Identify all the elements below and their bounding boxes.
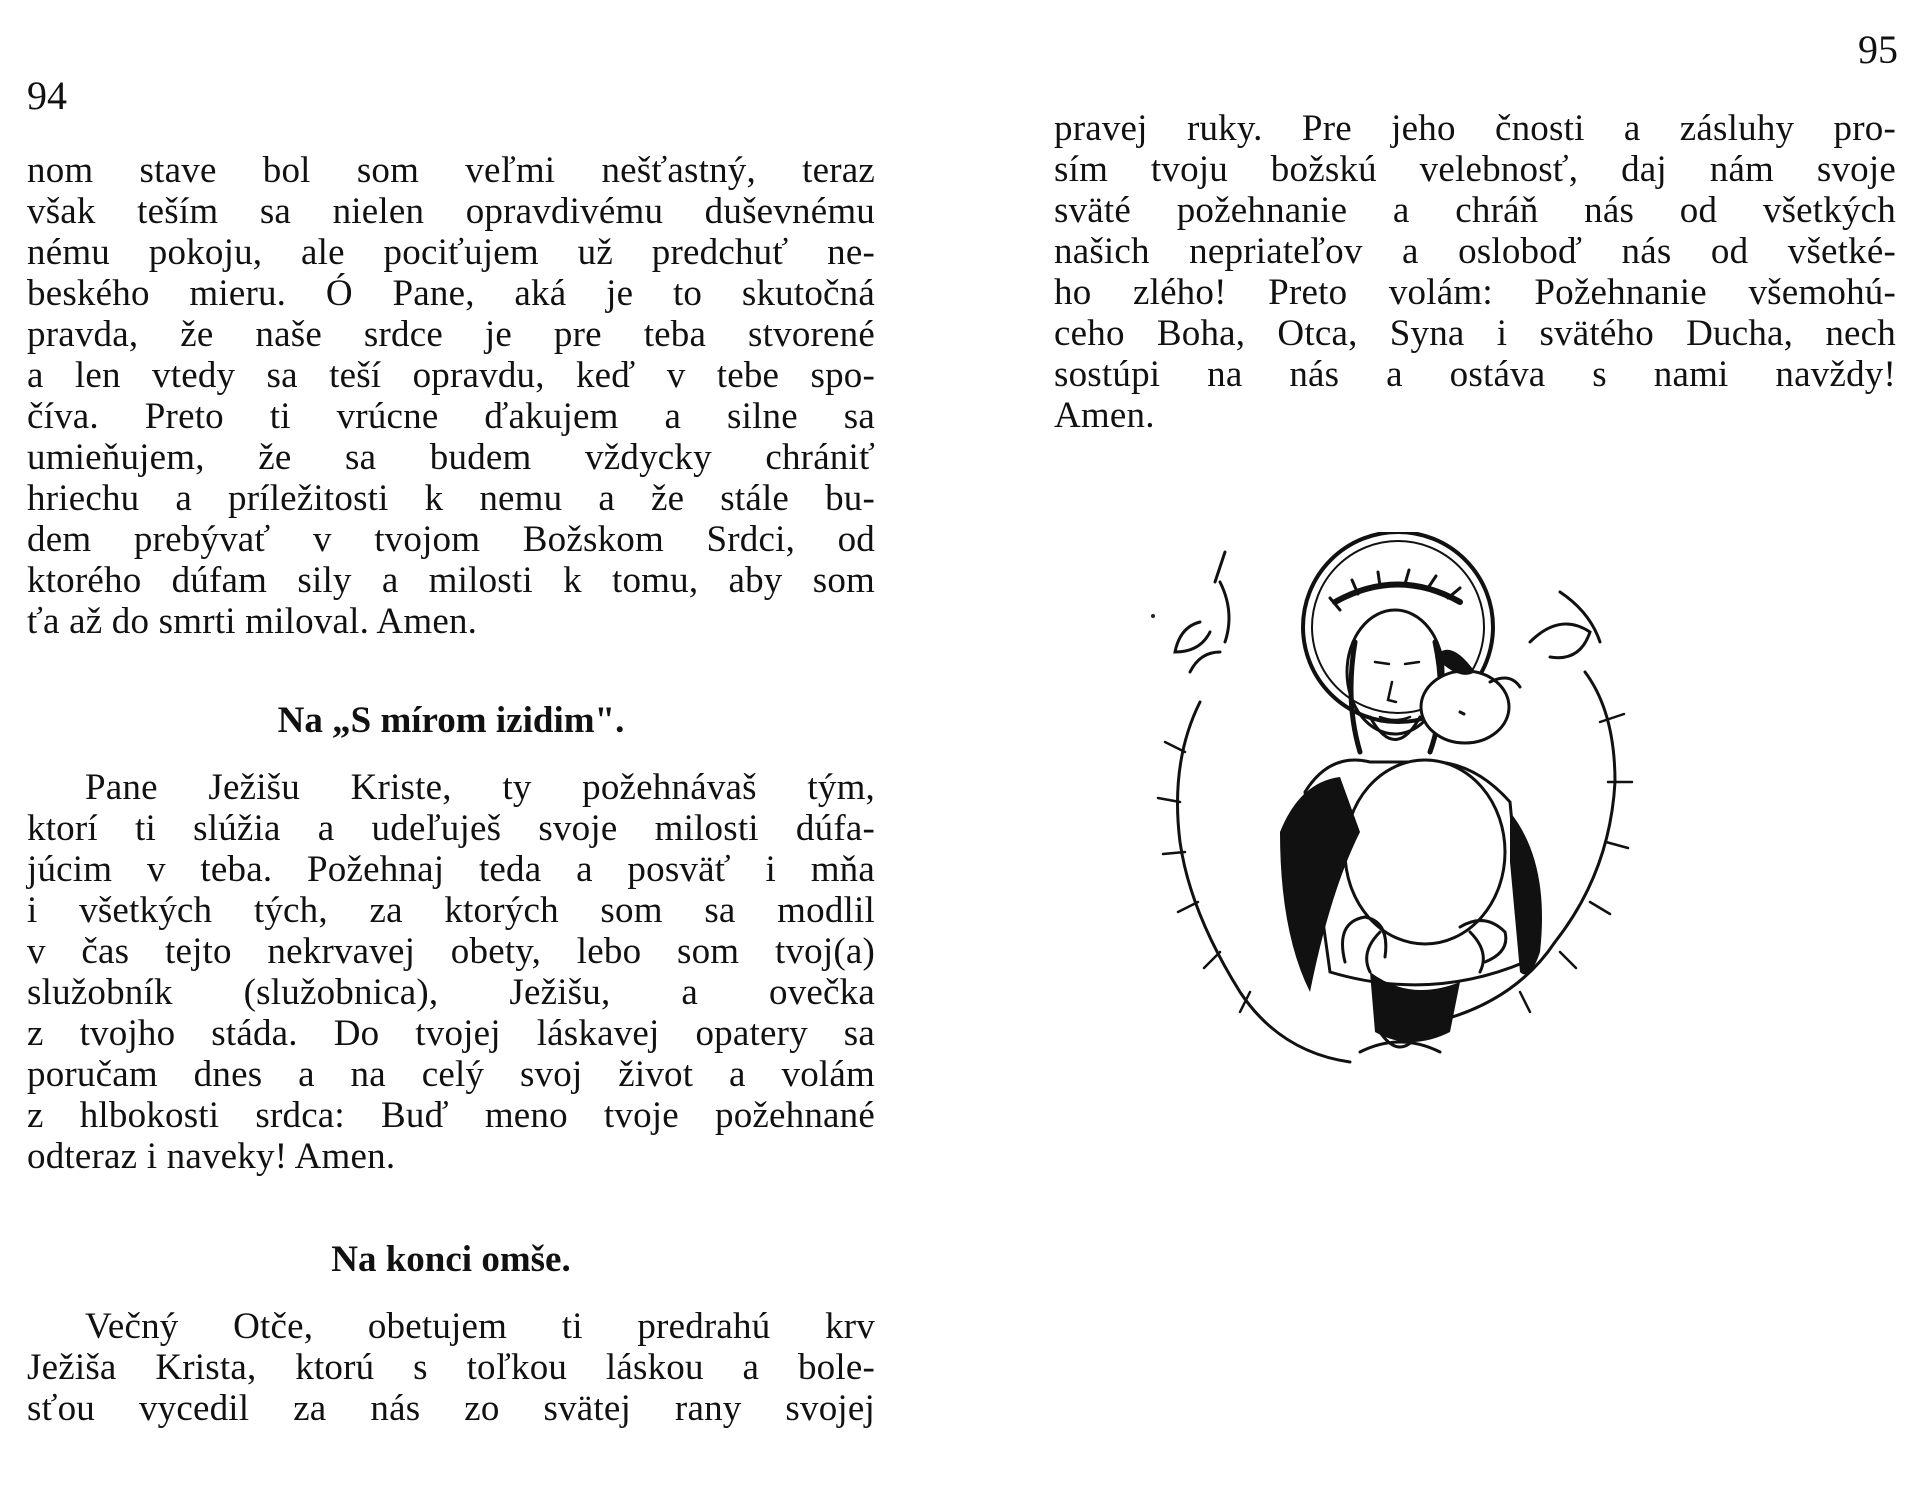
left-page-intro-paragraph bbox=[27, 150, 875, 642]
text-line: Amen. bbox=[1054, 395, 1155, 436]
text-line: z tvojho stáda. Do tvojej láskavej opatery sa bbox=[27, 1013, 875, 1054]
text-line: Pane Ježišu Kriste, ty požehnávaš tým, bbox=[85, 767, 875, 808]
text-line: pravda, že naše srdce je pre teba stvorené bbox=[27, 314, 875, 355]
text-line: sostúpi na nás a ostáva s nami navždy! bbox=[1054, 354, 1896, 395]
text-line: ho zlého! Preto volám: Požehnanie všemohú- bbox=[1054, 272, 1896, 313]
text-line: z hlbokosti srdca: Buď meno tvoje požehnané bbox=[27, 1095, 875, 1136]
text-line: júcim v teba. Požehnaj teda a posväť i mňa bbox=[27, 849, 875, 890]
text-line: Ježiša Krista, ktorú s toľkou láskou a bole- bbox=[27, 1347, 875, 1388]
text-line: ceho Boha, Otca, Syna i svätého Ducha, nech bbox=[1054, 313, 1896, 354]
text-line: poručam dnes a na celý svoj život a volám bbox=[27, 1054, 875, 1095]
text-line: však teším sa nielen opravdivému duševnému bbox=[27, 191, 875, 232]
text-line: Večný Otče, obetujem ti predrahú krv bbox=[85, 1306, 875, 1347]
text-line: i všetkých tých, za ktorých som sa modlil bbox=[27, 890, 875, 931]
section-paragraph-na-konci-omse bbox=[27, 1306, 875, 1429]
text-line: nom stave bol som veľmi nešťastný, teraz bbox=[27, 150, 875, 191]
page-number-left: 94 bbox=[27, 73, 67, 118]
sacred-heart-jesus-with-lamb-engraving-icon bbox=[1130, 532, 1690, 1072]
text-line: dem prebývať v tvojom Božskom Srdci, od bbox=[27, 519, 875, 560]
text-line: služobník (služobnica), Ježišu, a ovečka bbox=[27, 972, 875, 1013]
right-page-paragraph bbox=[1054, 108, 1896, 436]
text-line: pravej ruky. Pre jeho čnosti a zásluhy pro- bbox=[1054, 108, 1896, 149]
page-number-right: 95 bbox=[1858, 27, 1898, 72]
text-line: sťou vycedil za nás zo svätej rany svojej bbox=[27, 1388, 875, 1429]
text-line: beského mieru. Ó Pane, aká je to skutočná bbox=[27, 273, 875, 314]
text-line: v čas tejto nekrvavej obety, lebo som tvoj(a) bbox=[27, 931, 875, 972]
section-heading-s-mirom-izidim: Na „S mírom izidim". bbox=[277, 700, 625, 741]
text-line: našich nepriateľov a oslobоď nás od všetké- bbox=[1054, 231, 1896, 272]
text-line: ktorí ti slúžia a udeľuješ svoje milosti dúfa- bbox=[27, 808, 875, 849]
text-line: ktorého dúfam sily a milosti k tomu, aby som bbox=[27, 560, 875, 601]
text-line: sím tvoju božskú velebnosť, daj nám svoje bbox=[1054, 149, 1896, 190]
text-line: hriechu a príležitosti k nemu a že stále bu- bbox=[27, 478, 875, 519]
text-line: a len vtedy sa teší opravdu, keď v tebe spo- bbox=[27, 355, 875, 396]
text-line: umieňujem, že sa budem vždycky chrániť bbox=[27, 437, 875, 478]
text-line: odteraz i naveky! Amen. bbox=[27, 1136, 396, 1177]
text-line: ťa až do smrti miloval. Amen. bbox=[27, 601, 478, 642]
text-line: sväté požehnanie a chráň nás od všetkých bbox=[1054, 190, 1896, 231]
section-paragraph-s-mirom-izidim bbox=[27, 767, 875, 1177]
section-heading-na-konci-omse: Na konci omše. bbox=[331, 1239, 571, 1280]
text-line: číva. Preto ti vrúcne ďakujem a silne sa bbox=[27, 396, 875, 437]
text-line: nému pokoju, ale pociťujem už predchuť ne- bbox=[27, 232, 875, 273]
